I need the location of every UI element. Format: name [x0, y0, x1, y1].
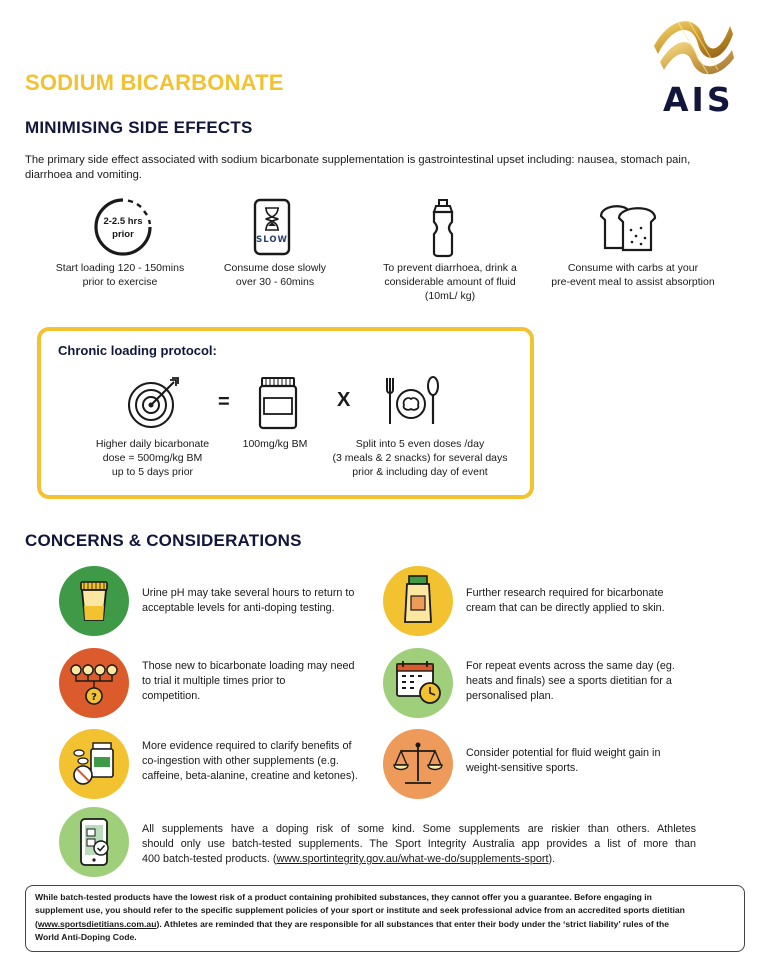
urine-cup-circle [59, 566, 129, 636]
phone-app-icon [59, 807, 129, 877]
page-title: SODIUM BICARBONATE [25, 70, 284, 95]
protocol-split-text: Split into 5 even doses /day (3 meals & 2 snacks) for several days prior & including day of event [332, 438, 508, 478]
disclaimer-box: While batch-tested products have the lowest risk of a product containing prohibited substances, they cannot offer you a guarantee. Before engaging in supplement use, you should refer to the specific supplement policies of your sport or institute and seek professional advice from an accredited sports dietitian (www.sportsdietitians.com.au). Athletes are reminded that they are responsible for all substances that enter their body under the ‘strict liability’ rules of the World Anti-Doping Code. [25, 885, 745, 952]
water-bottle-icon [428, 198, 458, 258]
ais-logo [648, 14, 738, 119]
scales-icon [383, 729, 453, 799]
sport-integrity-link[interactable]: www.sportintegrity.gov.au/what-we-do/supplements-sport [276, 853, 549, 865]
slow-label: SLOW [256, 235, 288, 245]
logo-text: AIS [663, 80, 734, 119]
calendar-clock-circle [383, 648, 453, 718]
concern-batch-tested: All supplements have a doping risk of some kind. Some supplements are riskier than others. Athletes should only use batch-tested supplements. The Sport Integrity Australia app provides a list of more than 400 batch-tested products. (www.sportintegrity.gov.au/what-we-do/supplements-sport). [142, 823, 696, 865]
protocol-dose-text: Higher daily bicarbonate dose = 500mg/kg BM up to 5 days prior [95, 438, 210, 478]
decision-tree-icon [59, 648, 129, 718]
protocol-amount-text: 100mg/kg BM [242, 438, 308, 450]
multiply-sign: X [337, 389, 351, 411]
concern-repeat-events: For repeat events across the same day (eg. heats and finals) see a sports dietitian for a personalised plan. [466, 660, 675, 702]
protocol-title: Chronic loading protocol: [58, 343, 217, 358]
ais-ribbon-icon [648, 14, 738, 84]
timer-label-line1: 2-2.5 hrs [103, 216, 143, 227]
phone-hourglass-icon [250, 198, 294, 258]
meal-plate-icon [383, 374, 441, 428]
svg-text:?: ? [91, 692, 97, 703]
tip-carbs: Consume with carbs at your pre-event meal to assist absorption [551, 262, 715, 288]
concern-fluid-weight: Consider potential for fluid weight gain in weight-sensitive sports. [466, 747, 661, 774]
timer-icon [92, 196, 154, 258]
supplements-circle [59, 729, 129, 799]
side-effects-heading: MINIMISING SIDE EFFECTS [25, 118, 253, 137]
decision-tree-circle [59, 648, 129, 718]
concern-co-ingestion: More evidence required to clarify benefits of co-ingestion with other supplements (e.g. caffeine, beta-alanine, creatine and ketones). [142, 740, 358, 782]
concerns-heading: CONCERNS & CONSIDERATIONS [25, 531, 302, 550]
supplement-jar-icon [257, 376, 299, 430]
sports-dietitians-link[interactable]: www.sportsdietitians.com.au [37, 918, 157, 929]
tip-consume-slowly: Consume dose slowly over 30 - 60mins [223, 262, 327, 288]
equals-sign: = [218, 391, 230, 413]
concern-cream: Further research required for bicarbonate cream that can be directly applied to skin. [466, 587, 665, 614]
cream-tube-circle [383, 566, 453, 636]
scales-circle [383, 729, 453, 799]
concern-trial-loading: Those new to bicarbonate loading may need to trial it multiple times prior to competition. [142, 660, 355, 702]
timer-label-line2: prior [112, 229, 134, 240]
calendar-clock-icon [383, 648, 453, 718]
target-icon [124, 374, 182, 430]
urine-cup-icon [59, 566, 129, 636]
concern-urine-ph: Urine pH may take several hours to return to acceptable levels for anti-doping testing. [142, 587, 355, 614]
supplements-icon [59, 729, 129, 799]
cream-tube-icon [383, 566, 453, 636]
intro-paragraph: The primary side effect associated with sodium bicarbonate supplementation is gastrointestinal upset including: nausea, stomach pain, diarrhoea and vomiting. [25, 154, 691, 181]
tip-start-loading: Start loading 120 - 150mins prior to exercise [55, 262, 185, 288]
bread-icon [597, 198, 659, 254]
tip-drink-fluid: To prevent diarrhoea, drink a considerable amount of fluid (10mL/ kg) [383, 262, 517, 302]
phone-app-circle [59, 807, 129, 877]
